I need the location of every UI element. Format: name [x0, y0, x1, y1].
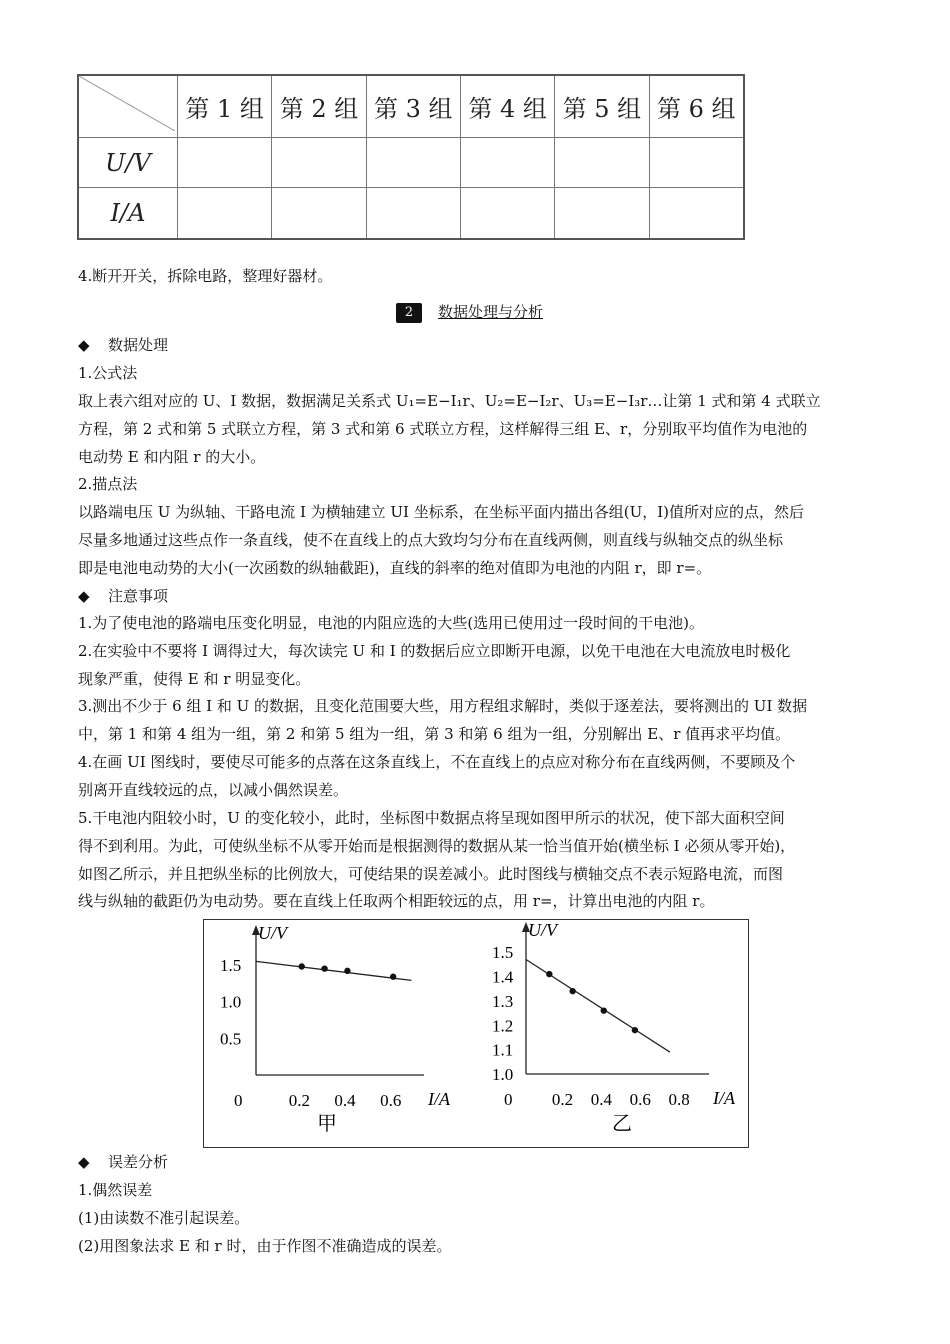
diagonal-line [79, 76, 175, 131]
diamond-icon: ◆ [78, 336, 90, 354]
diamond-icon: ◆ [78, 587, 90, 605]
note-line: 1.为了使电池的路端电压变化明显，电池的内阻应选的大些(选用已使用过一段时间的干电池)。 [78, 614, 705, 632]
table-cell [366, 138, 460, 188]
x-tick-label: 0.2 [288, 1091, 310, 1110]
note-line: 5.干电池内阻较小时，U 的变化较小，此时，坐标图中数据点将呈现如图甲所示的状况，使下部大面积空间 [78, 809, 785, 827]
chart-caption: 甲 [317, 1113, 337, 1135]
data-point [344, 968, 350, 974]
table-header-row [78, 75, 744, 138]
note-line: 2.在实验中不要将 I 调得过大，每次读完 U 和 I 的数据后应立即断开电源，以免干电池在大电流放电时极化 [78, 642, 791, 660]
error-line: 1.偶然误差 [78, 1181, 153, 1199]
row-label-u: U/V [78, 138, 178, 188]
origin-label: 0 [504, 1090, 513, 1109]
data-point [299, 963, 305, 969]
method1-title: 1.公式法 [78, 364, 138, 382]
table-cell [555, 138, 649, 188]
x-axis-label: I/A [428, 1089, 450, 1109]
method1-line: 方程，第 2 式和第 5 式联立方程，第 3 式和第 6 式联立方程，这样解得三组 E、r，分别取平均值作为电池的 [78, 420, 808, 438]
diamond-icon: ◆ [78, 1153, 90, 1171]
y-tick-label: 1.0 [220, 992, 242, 1012]
note-line: 别离开直线较远的点，以减小偶然误差。 [78, 781, 349, 799]
table-cell [366, 188, 460, 239]
corner-cell [78, 75, 178, 138]
step-4-text: 4.断开开关，拆除电路，整理好器材。 [78, 267, 333, 285]
y-tick-label: 1.4 [492, 967, 514, 987]
header-group-3: 第 3 组 [366, 75, 460, 138]
table-row [78, 138, 744, 188]
header-group-2: 第 2 组 [272, 75, 366, 138]
method2-title: 2.描点法 [78, 475, 138, 493]
note-line: 线与纵轴的截距仍为电动势。要在直线上任取两个相距较远的点，用 r=，计算出电池的内阻 r。 [78, 892, 715, 910]
method2-line: 以路端电压 U 为纵轴、干路电流 I 为横轴建立 UI 坐标系，在坐标平面内描出各组(U，I)值所对应的点，然后 [78, 503, 805, 521]
header-group-4: 第 4 组 [460, 75, 554, 138]
data-point [601, 1007, 607, 1013]
table-cell [460, 188, 554, 239]
method2-line: 即是电池电动势的大小(一次函数的纵轴截距)，直线的斜率的绝对值即为电池的内阻 r，即 r=。 [78, 559, 712, 577]
y-axis-label: U/V [528, 920, 557, 940]
error-line: (2)用图象法求 E 和 r 时，由于作图不准确造成的误差。 [78, 1237, 452, 1255]
chart-caption: 乙 [612, 1113, 632, 1135]
figure-box [203, 919, 749, 1148]
table-cell [178, 188, 272, 239]
table-cell [460, 138, 554, 188]
section-title [396, 298, 543, 326]
table-cell [272, 188, 366, 239]
error-line: (1)由读数不准引起误差。 [78, 1209, 250, 1227]
x-tick-label: 0.4 [590, 1090, 613, 1109]
section-title-text: 数据处理与分析 [438, 303, 544, 321]
note-line: 如图乙所示，并且把纵坐标的比例放大，可使结果的误差减小。此时图线与横轴交点不表示短路电流，而图 [78, 865, 784, 883]
error-heading [78, 1148, 168, 1176]
x-tick-label: 0.6 [380, 1091, 402, 1110]
fit-line [256, 961, 411, 980]
table-cell [649, 138, 744, 188]
method1-line: 电动势 E 和内阻 r 的大小。 [78, 448, 266, 466]
note-line: 中，第 1 和第 4 组为一组，第 2 和第 5 组为一组，第 3 和第 6 组为一组，分别解出 E、r 值再求平均值。 [78, 725, 791, 743]
data-table [77, 74, 745, 240]
x-tick-label: 0.8 [668, 1090, 690, 1109]
data-processing-heading [78, 331, 168, 359]
note-line: 得不到利用。为此，可使纵坐标不从零开始而是根据测得的数据从某一恰当值开始(横坐标 I 必须从零开始)， [78, 837, 796, 855]
heading-text: 数据处理 [108, 336, 169, 354]
data-point [321, 965, 327, 971]
notes-heading [78, 582, 168, 610]
x-axis-label: I/A [713, 1088, 735, 1108]
heading-text: 误差分析 [108, 1153, 169, 1171]
table-cell [555, 188, 649, 239]
header-group-5: 第 5 组 [555, 75, 649, 138]
x-tick-label: 0.4 [334, 1091, 356, 1110]
section-badge: 2 [396, 303, 422, 323]
note-line: 4.在画 UI 图线时，要使尽可能多的点落在这条直线上，不在直线上的点应对称分布在直线两侧，不要顾及个 [78, 753, 796, 771]
y-tick-label: 1.3 [492, 991, 514, 1011]
y-tick-label: 0.5 [220, 1029, 242, 1049]
table-row [78, 188, 744, 239]
method1-line: 取上表六组对应的 U、I 数据，数据满足关系式 U₁=E−I₁r、U₂=E−I₂r、U₃=E−I₃r…让第 1 式和第 4 式联立 [78, 392, 821, 410]
method2-line: 尽量多地通过这些点作一条直线，使不在直线上的点大致均匀分布在直线两侧，则直线与纵轴交点的纵坐标 [78, 531, 784, 549]
data-point [569, 988, 575, 994]
y-tick-label: 1.5 [492, 943, 514, 963]
data-point [546, 971, 552, 977]
note-line: 3.测出不少于 6 组 I 和 U 的数据，且变化范围要大些，用方程组求解时，类似于逐差法，要将测出的 UI 数据 [78, 697, 808, 715]
note-line: 现象严重，使得 E 和 r 明显变化。 [78, 670, 311, 688]
table-cell [178, 138, 272, 188]
table-cell [272, 138, 366, 188]
y-tick-label: 1.2 [492, 1016, 514, 1036]
row-label-i: I/A [78, 188, 178, 239]
x-tick-label: 0.2 [551, 1090, 574, 1109]
heading-text: 注意事项 [108, 587, 169, 605]
x-tick-label: 0.6 [629, 1090, 651, 1109]
figure-charts [204, 920, 748, 1147]
data-point [390, 974, 396, 980]
y-tick-label: 1.1 [492, 1040, 514, 1060]
table-cell [649, 188, 744, 239]
data-point [632, 1027, 638, 1033]
y-axis-label: U/V [258, 923, 287, 943]
y-tick-label: 1.5 [220, 956, 242, 975]
header-group-1: 第 1 组 [178, 75, 272, 138]
y-tick-label: 1.0 [492, 1065, 514, 1084]
header-group-6: 第 6 组 [649, 75, 744, 138]
origin-label: 0 [234, 1091, 243, 1110]
